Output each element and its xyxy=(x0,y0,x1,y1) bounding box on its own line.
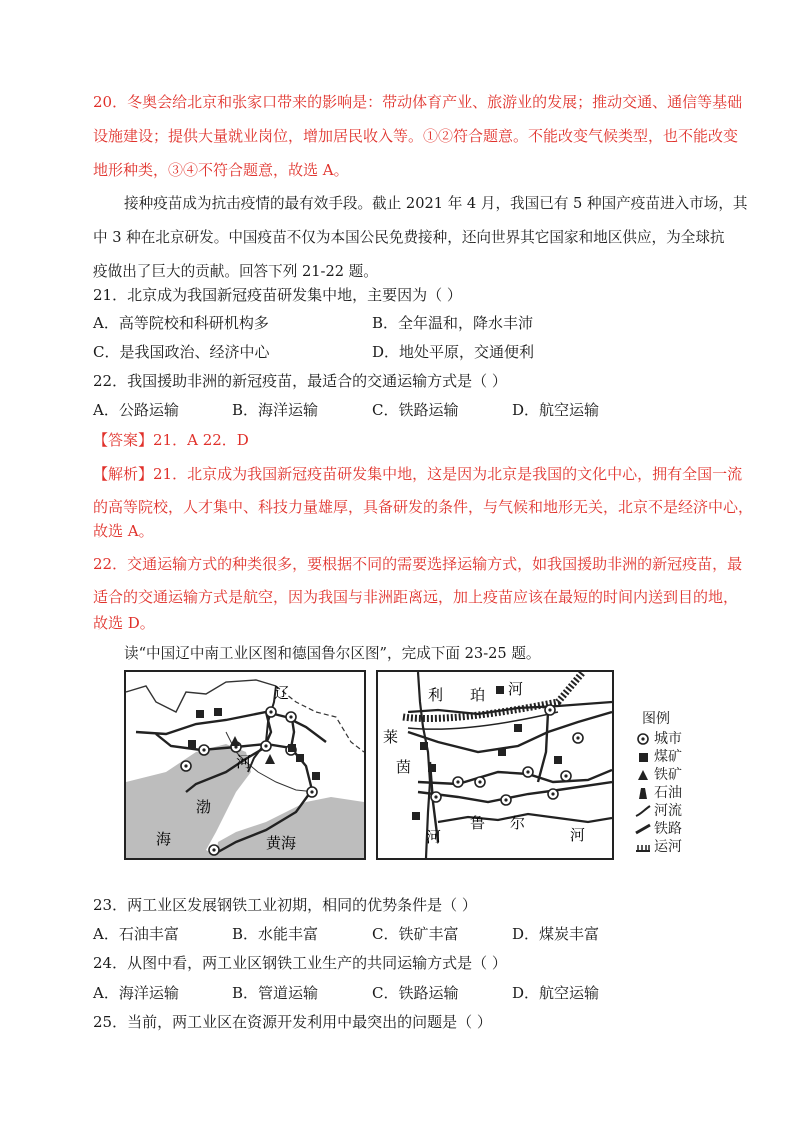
legend-item-city xyxy=(634,730,694,748)
legend-item-river xyxy=(634,802,694,820)
label-lai: 莱 xyxy=(383,728,399,746)
label-po: 珀 xyxy=(470,686,486,704)
q24-option-d: D．航空运输 xyxy=(512,984,600,1002)
q23-option-b: B．水能丰富 xyxy=(232,925,319,943)
label-lu: 鲁 xyxy=(470,814,486,832)
coal-mine-icon xyxy=(634,750,652,764)
legend-label-canal: 运河 xyxy=(654,839,682,855)
city-icon xyxy=(634,732,652,746)
q20-explanation-line-2: 设施建设；提供大量就业岗位，增加居民收入等。①②符合题意。不能改变气候类型，也不能改变 xyxy=(93,127,739,145)
label-li: 利 xyxy=(428,686,444,704)
legend-label-railway: 铁路 xyxy=(654,821,682,837)
legend-label-coal: 煤矿 xyxy=(654,749,682,765)
label-he: 河 xyxy=(236,753,252,771)
q21-option-d: D．地处平原，交通便利 xyxy=(372,343,535,361)
q21-stem: 21．北京成为我国新冠疫苗研发集中地，主要因为（ ） xyxy=(93,286,462,304)
passage-vaccine-line-2: 中 3 种在北京研发。中国疫苗不仅为本国公民免费接种，还向世界其它国家和地区供应，为全球抗 xyxy=(93,229,725,246)
legend-item-canal xyxy=(634,838,694,856)
legend-item-coal xyxy=(634,748,694,766)
q23-option-a: A．石油丰富 xyxy=(93,925,179,943)
oil-icon xyxy=(634,786,652,800)
map-legend xyxy=(634,670,694,856)
legend-item-oil xyxy=(634,784,694,802)
q23-option-c: C．铁矿丰富 xyxy=(372,925,459,943)
q23-stem: 23．两工业区发展钢铁工业初期，相同的优势条件是（ ） xyxy=(93,896,477,914)
map-ruhr xyxy=(376,670,614,860)
iron-mine-icon xyxy=(634,768,652,782)
map-liaozhongnan xyxy=(124,670,366,860)
legend-title: 图例 xyxy=(642,711,670,727)
q22-option-a: A．公路运输 xyxy=(93,401,179,419)
q22-stem: 22．我国援助非洲的新冠疫苗，最适合的交通运输方式是（ ） xyxy=(93,372,507,390)
river-icon xyxy=(634,804,652,818)
legend-label-river: 河流 xyxy=(654,803,682,819)
q24-option-c: C．铁路运输 xyxy=(372,984,459,1002)
label-hai: 海 xyxy=(156,830,172,848)
analysis-line-6: 故选 D。 xyxy=(93,614,155,632)
industrial-maps-figure xyxy=(124,670,682,866)
legend-label-city: 城市 xyxy=(654,731,682,747)
legend-item-railway xyxy=(634,820,694,838)
analysis-line-5: 适合的交通运输方式是航空，因为我国与非洲距离远，加上疫苗应该在最短的时间内送到目的地， xyxy=(93,588,739,606)
label-he-3: 河 xyxy=(570,826,586,844)
map-ruhr-drawing xyxy=(378,672,612,858)
q24-stem: 24．从图中看，两工业区钢铁工业生产的共同运输方式是（ ） xyxy=(93,954,507,972)
q21-option-a: A．高等院校和科研机构多 xyxy=(93,314,269,332)
legend-item-iron xyxy=(634,766,694,784)
label-bo: 渤 xyxy=(196,798,212,816)
canal-icon xyxy=(634,840,652,854)
q24-option-a: A．海洋运输 xyxy=(93,984,179,1002)
legend-label-iron: 铁矿 xyxy=(654,767,682,783)
label-liao: 辽 xyxy=(274,684,290,702)
label-er: 尔 xyxy=(510,814,526,832)
answer-line: 【答案】21．A 22．D xyxy=(93,431,249,449)
passage-vaccine-line-1: 接种疫苗成为抗击疫情的最有效手段。截止 2021 年 4 月，我国已有 5 种国产疫苗进入市场，其 xyxy=(124,195,748,212)
q21-option-b: B．全年温和，降水丰沛 xyxy=(372,314,534,332)
railway-icon xyxy=(634,822,652,836)
q23-option-d: D．煤炭丰富 xyxy=(512,925,600,943)
analysis-line-3: 故选 A。 xyxy=(93,522,154,540)
passage-maps-intro: 读“中国辽中南工业区图和德国鲁尔区图”，完成下面 23-25 题。 xyxy=(124,645,541,662)
q25-stem: 25．当前，两工业区在资源开发利用中最突出的问题是（ ） xyxy=(93,1013,492,1031)
legend-label-oil: 石油 xyxy=(654,785,682,801)
analysis-line-2: 的高等院校，人才集中、科技力量雄厚，具备研发的条件，与气候和地形无关，北京不是经济中心， xyxy=(93,498,754,516)
passage-vaccine-line-3: 疫做出了巨大的贡献。回答下列 21-22 题。 xyxy=(93,263,378,280)
q20-explanation-line-1: 20．冬奥会给北京和张家口带来的影响是：带动体育产业、旅游业的发展；推动交通、通信等基础 xyxy=(93,93,743,111)
label-he-2: 河 xyxy=(426,828,442,846)
analysis-line-4: 22．交通运输方式的种类很多，要根据不同的需要选择运输方式，如我国援助非洲的新冠疫苗，最 xyxy=(93,555,743,573)
analysis-line-1: 【解析】21．北京成为我国新冠疫苗研发集中地，这是因为北京是我国的文化中心，拥有全国一流 xyxy=(93,465,743,483)
border-line xyxy=(126,680,276,712)
q20-explanation-line-3: 地形种类，③④不符合题意，故选 A。 xyxy=(93,161,349,179)
q22-option-c: C．铁路运输 xyxy=(372,401,459,419)
map-liaozhongnan-drawing xyxy=(126,672,364,858)
label-huanghai: 黄海 xyxy=(266,834,297,852)
q24-option-b: B．管道运输 xyxy=(232,984,319,1002)
label-he-1: 河 xyxy=(508,680,524,698)
label-yin: 茵 xyxy=(396,758,412,776)
q22-option-d: D．航空运输 xyxy=(512,401,600,419)
q21-option-c: C．是我国政治、经济中心 xyxy=(93,343,270,361)
q22-option-b: B．海洋运输 xyxy=(232,401,319,419)
